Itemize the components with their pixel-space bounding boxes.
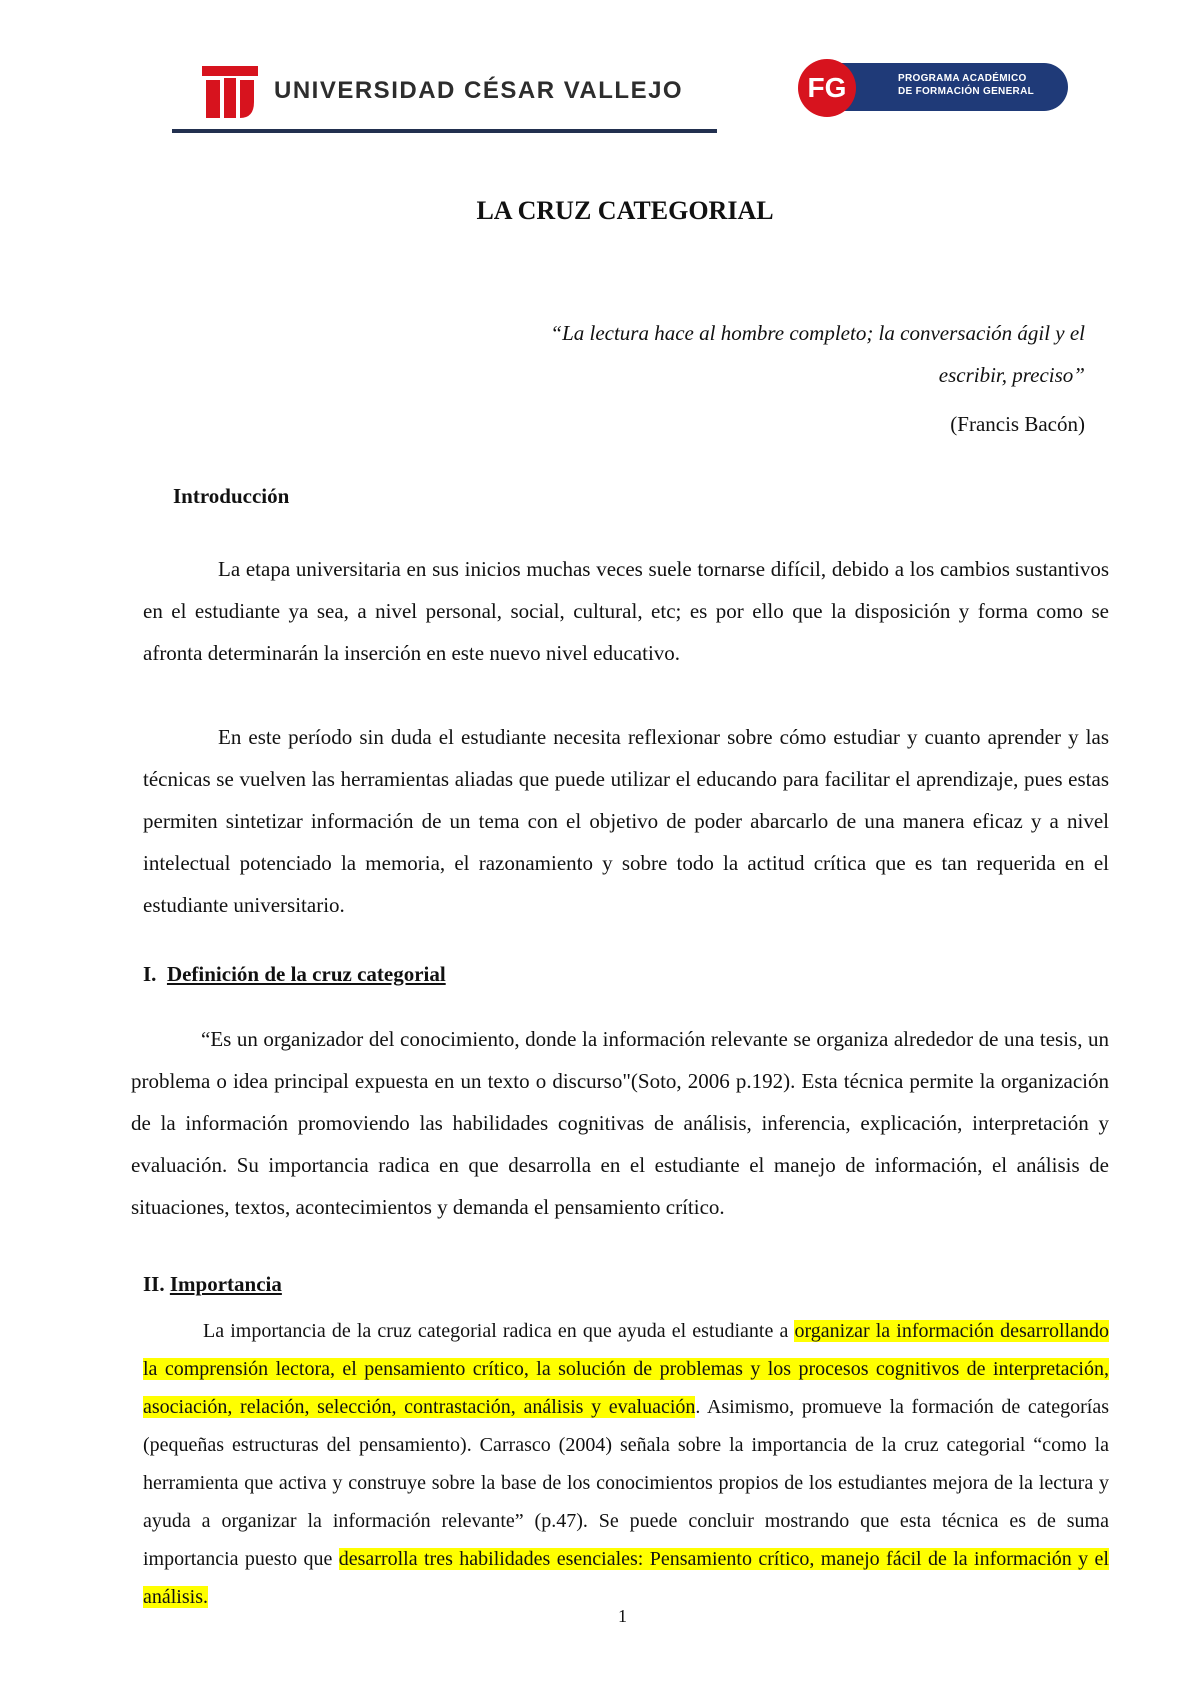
program-line-1: PROGRAMA ACADÉMICO [898,73,1027,84]
section-2-highlight-a: organizar la información desarrollando la comprensión lectora, el pensamiento crítico, la solución de problemas y los procesos cognitivos de interpretación, asociación, relación, selección, contrastación, análisis y evaluación [143,1320,1109,1418]
program-line-2: DE FORMACIÓN GENERAL [898,86,1034,97]
university-logo [200,60,683,122]
fg-initials: FG [807,72,847,103]
intro-paragraph-1: La etapa universitaria en sus inicios muchas veces suele tornarse difícil, debido a los cambios sustantivos en el estudiante ya sea, a nivel personal, social, cultural, etc; es por ello que la disposición y forma como se afronta determinarán la inserción en este nuevo nivel educativo. [143,557,1109,665]
section-1-number: I. [143,962,157,986]
epigraph-line-2: escribir, preciso” [938,363,1085,387]
section-2-text-b: . Asimismo, promueve la formación de categorías (pequeñas estructuras del pensamiento). Carrasco (2004) señala sobre la importancia de la cruz categorial “como la herramienta que activa y construye sobre la base de los conocimientos propios de los estudiantes mejora de la lectura y ayuda a organizar la información relevante” (p.47). Se puede concluir mostrando que esta técnica es de suma importancia puesto que [143,1396,1109,1570]
epigraph-quote [385,312,1085,396]
intro-paragraph-2: En este período sin duda el estudiante necesita reflexionar sobre cómo estudiar y cuanto aprender y las técnicas se vuelven las herramientas aliadas que puede utilizar el educando para facilitar el aprendizaje, pues estas permiten sintetizar información de un tema con el objetivo de poder abarcarlo de una manera eficaz y a nivel intelectual potenciado la memoria, el razonamiento y sobre todo la actitud crítica que es tan requerida en el estudiante universitario. [143,725,1109,917]
section-2-text-a: La importancia de la cruz categorial radica en que ayuda el estudiante a [203,1320,795,1342]
document-title: LA CRUZ CATEGORIAL [476,196,774,225]
section-1-heading [143,962,446,987]
university-name: UNIVERSIDAD CÉSAR VALLEJO [274,77,684,104]
epigraph-author: (Francis Bacón) [950,412,1085,436]
section-1-title: Definición de la cruz categorial [166,962,446,986]
section-2-heading [143,1272,282,1297]
fg-emblem-icon [798,59,856,117]
section-2-title: Importancia [169,1272,282,1296]
intro-heading: Introducción [173,484,290,508]
epigraph-line-1: “La lectura hace al hombre completo; la conversación ágil y el [550,321,1085,345]
section-2-highlight-b: desarrolla tres habilidades esenciales: Pensamiento crítico, manejo fácil de la información y el análisis. [143,1548,1109,1608]
ucv-emblem-icon [200,62,260,120]
program-logo [798,58,1073,118]
section-2-paragraph [143,1312,1109,1616]
section-1-paragraph: “Es un organizador del conocimiento, donde la información relevante se organiza alrededor de una tesis, un problema o idea principal expuesta en un texto o discurso"(Soto, 2006 p.192). Esta técnica permite la organización de la información promoviendo las habilidades cognitivas de análisis, inferencia, explicación, interpretación y evaluación. Su importancia radica en que desarrolla en el estudiante el manejo de información, el análisis de situaciones, textos, acontecimientos y demanda el pensamiento crítico. [131,1027,1109,1219]
page-number: 1 [618,1606,627,1626]
header-rule [172,129,717,133]
section-2-number: II. [143,1272,165,1296]
program-name [898,72,1058,98]
